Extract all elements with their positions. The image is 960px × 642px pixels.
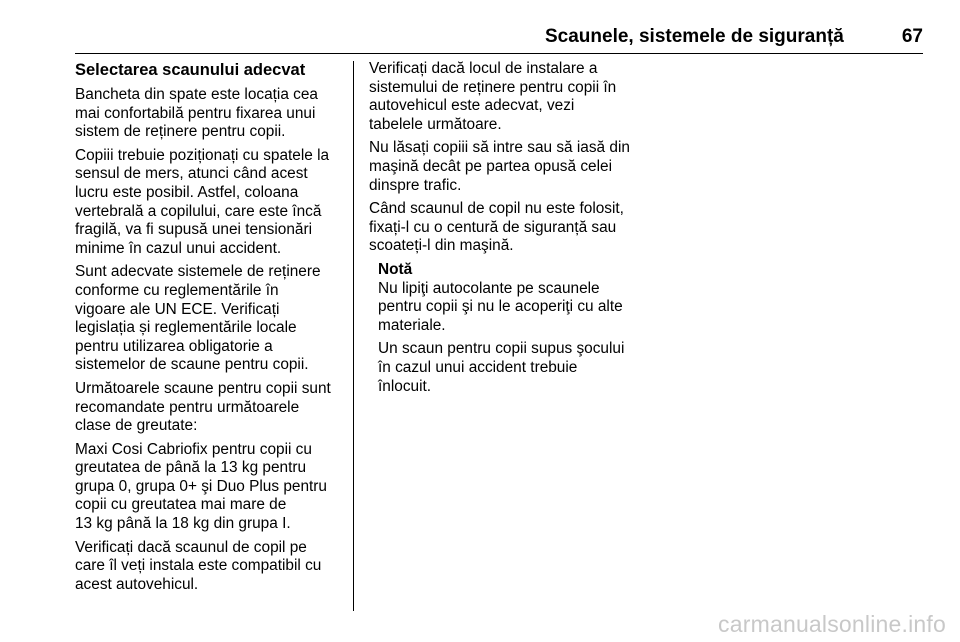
- paragraph: Verificați dacă scaunul de copil pe care îl veți instala este compatibil cu acest autovehicul.: [75, 538, 322, 593]
- right-column: [369, 60, 635, 401]
- section-heading: Selectarea scaunului adecvat: [75, 61, 306, 79]
- watermark: carmanualsonline.info: [718, 611, 946, 637]
- note-box: [378, 261, 635, 396]
- paragraph: Nu lăsați copiii să intre sau să iasă din maşină decât pe partea opusă celei dinspre trafic.: [369, 139, 630, 194]
- header-divider: [75, 53, 923, 54]
- paragraph: Când scaunul de copil nu este folosit, fixați-l cu o centură de siguranță sau scoateți-l din maşină.: [369, 200, 624, 255]
- paragraph: Verificați dacă locul de instalare a sistemului de reținere pentru copii în autovehicul este adecvat, vezi tabelele următoare.: [369, 60, 617, 133]
- note-paragraph: Un scaun pentru copii supus şocului în cazul unui accident trebuie înlocuit.: [378, 340, 625, 395]
- paragraph: Maxi Cosi Cabriofix pentru copii cu greutatea de până la 13 kg pentru grupa 0, grupa 0+ şi Duo Plus pentru copii cu greutatea mai mare de 13 kg până la 18 kg din grupa I.: [75, 440, 327, 533]
- note-title: Notă: [378, 260, 413, 278]
- paragraph: Sunt adecvate sistemele de reținere conforme cu reglementările în vigoare ale UN ECE. Verificați legislația și reglementările locale pentru utilizarea obligatorie a sistemelor de scaune pentru copii.: [75, 263, 321, 374]
- column-divider: [353, 61, 354, 611]
- paragraph: Copiii trebuie poziționați cu spatele la sensul de mers, atunci când acest lucru este posibil. Astfel, coloana vertebrală a copilului, care este încă fragilă, va fi supusă unei tensionări minime în cazul unui accident.: [75, 146, 330, 257]
- paragraph: Bancheta din spate este locația cea mai confortabilă pentru fixarea unui sistem de reținere pentru copii.: [75, 86, 318, 141]
- page-title: Scaunele, sistemele de siguranță: [545, 26, 844, 47]
- page-number: 67: [901, 26, 923, 47]
- note-paragraph: Nu lipiţi autocolante pe scaunele pentru copii şi nu le acoperiţi cu alte materiale.: [378, 279, 623, 334]
- left-column: [75, 60, 345, 599]
- paragraph: Următoarele scaune pentru copii sunt recomandate pentru următoarele clase de greutate:: [75, 379, 331, 435]
- page-header: [75, 26, 923, 52]
